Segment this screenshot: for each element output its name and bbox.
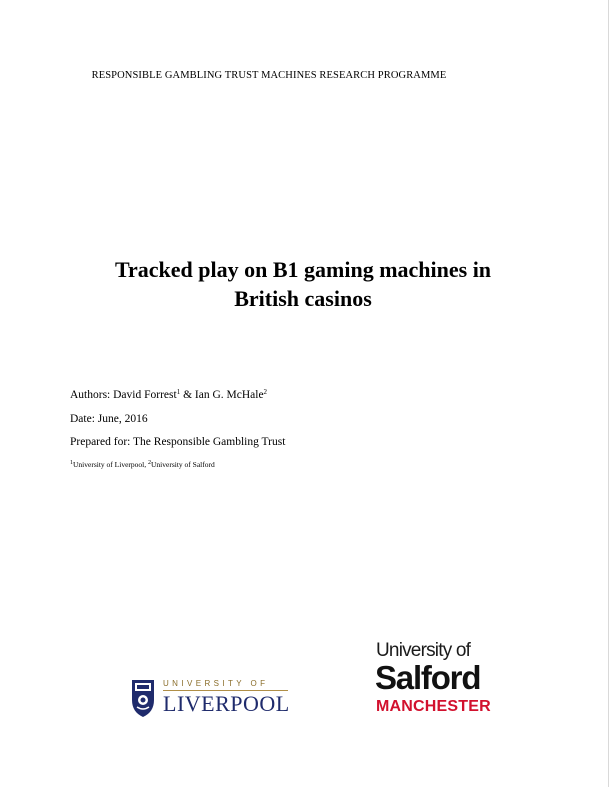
prepared-for-value: The Responsible Gambling Trust [133,436,286,448]
title-line-2: British casinos [234,286,372,311]
date-label: Date: [70,413,95,425]
date-value: June, 2016 [97,413,148,425]
author-1-mark: 1 [176,388,181,396]
author-joiner: & [183,389,193,401]
affiliation-mark-1: 1 [70,460,73,466]
affiliations [70,460,215,469]
affiliation-1: University of Liverpool, [73,460,147,469]
authors-line [70,389,267,401]
liverpool-wordmark: LIVERPOOL [163,691,290,716]
title-line-1: Tracked play on B1 gaming machines in [114,257,492,282]
liverpool-crest-icon [130,678,156,718]
authors-label: Authors: [70,389,111,401]
salford-wordmark: Salford [375,659,481,696]
date-line [70,413,148,425]
prepared-for-label: Prepared for: [70,436,131,448]
author-1: David Forrest [113,389,177,401]
document-title [0,255,606,313]
programme-header: RESPONSIBLE GAMBLING TRUST MACHINES RESEARCH PROGRAMME [91,70,447,81]
salford-university-of: University of [376,640,471,661]
liverpool-logo [130,676,300,720]
author-2-mark: 2 [263,388,268,396]
prepared-for-line [70,436,285,448]
liverpool-university-of: UNIVERSITY OF [163,679,269,688]
salford-manchester: MANCHESTER [376,698,491,715]
author-2: Ian G. McHale [194,389,264,401]
affiliation-2: University of Salford [151,460,215,469]
affiliation-mark-2: 2 [148,460,151,466]
